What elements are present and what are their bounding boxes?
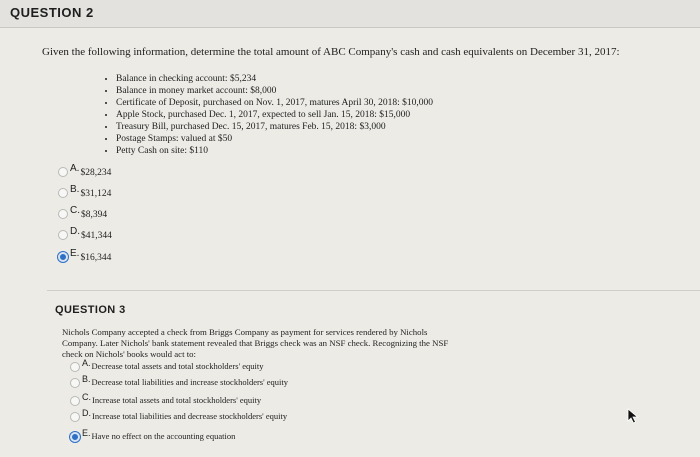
q3-option-b[interactable] xyxy=(70,374,288,388)
q2-option-a-letter: A. xyxy=(70,163,80,174)
question-3-prompt-line: Company. Later Nichols' bank statement revealed that Briggs check was an NSF check. Recognizing the NSF xyxy=(62,338,449,348)
q3-option-b-letter: B. xyxy=(82,374,91,384)
q2-option-b-letter: B. xyxy=(70,184,80,195)
q3-option-b-radio[interactable] xyxy=(70,378,80,388)
question-2-prompt: Given the following information, determine the total amount of ABC Company's cash and cash equivalents on December 31, 2017: xyxy=(42,46,620,58)
q3-option-c-letter: C. xyxy=(82,392,91,402)
list-item: • Certificate of Deposit, purchased on Nov. 1, 2017, matures April 30, 2018: $10,000 xyxy=(116,97,433,109)
q3-option-e-letter: E. xyxy=(82,428,91,438)
q2-option-b[interactable] xyxy=(58,184,111,202)
q2-option-c-value: $8,394 xyxy=(81,210,108,220)
list-item: • Petty Cash on site: $110 xyxy=(116,145,433,157)
q3-option-d-radio[interactable] xyxy=(70,412,80,422)
q3-option-b-text: Decrease total liabilities and increase stockholders' equity xyxy=(91,377,289,387)
q3-option-a[interactable] xyxy=(70,358,263,372)
list-item: • Balance in checking account: $5,234 xyxy=(116,73,433,85)
q3-option-a-letter: A. xyxy=(82,358,91,368)
q2-option-d-value: $41,344 xyxy=(81,231,112,241)
q2-option-d[interactable] xyxy=(58,226,112,244)
q2-option-c-radio[interactable] xyxy=(58,209,68,219)
q3-option-c-text: Increase total assets and total stockholders' equity xyxy=(92,395,262,405)
q3-option-e-text: Have no effect on the accounting equation xyxy=(91,431,236,441)
q3-option-d-letter: D. xyxy=(82,408,91,418)
q3-option-a-radio[interactable] xyxy=(70,362,80,372)
q2-option-e-letter: E. xyxy=(70,248,80,259)
question-3-prompt xyxy=(62,327,492,360)
q3-option-e-radio-selected[interactable] xyxy=(70,432,80,442)
q3-option-c[interactable] xyxy=(70,392,261,406)
question-3-prompt-line: check on Nichols' books would act to: xyxy=(62,349,197,359)
q2-option-e-radio-selected[interactable] xyxy=(58,252,68,262)
q2-option-c[interactable] xyxy=(58,205,107,223)
list-item: • Balance in money market account: $8,000 xyxy=(116,85,433,97)
list-item: • Apple Stock, purchased Dec. 1, 2017, expected to sell Jan. 15, 2018: $15,000 xyxy=(116,109,433,121)
q2-option-d-letter: D. xyxy=(70,226,80,237)
question-2-title: QUESTION 2 xyxy=(10,5,94,20)
q2-option-e[interactable] xyxy=(58,248,111,266)
question-3-prompt-line: Nichols Company accepted a check from Briggs Company as payment for services rendered by Nichols xyxy=(62,327,428,337)
question-3-title: QUESTION 3 xyxy=(55,304,126,316)
q2-option-b-value: $31,124 xyxy=(80,189,112,199)
q2-option-a-radio[interactable] xyxy=(58,167,68,177)
q2-option-c-letter: C. xyxy=(70,205,80,216)
question-divider xyxy=(47,290,700,291)
mouse-pointer-icon xyxy=(627,408,639,424)
q2-option-e-value: $16,344 xyxy=(80,253,112,263)
q3-option-d[interactable] xyxy=(70,408,287,422)
q2-option-b-radio[interactable] xyxy=(58,188,68,198)
q3-option-a-text: Decrease total assets and total stockholders' equity xyxy=(91,361,264,371)
question-2-bullet-list xyxy=(103,73,433,157)
q2-option-a-value: $28,234 xyxy=(80,168,112,178)
list-item: • Postage Stamps: valued at $50 xyxy=(116,133,433,145)
q3-option-e[interactable] xyxy=(70,428,235,442)
q2-option-d-radio[interactable] xyxy=(58,230,68,240)
list-item: • Treasury Bill, purchased Dec. 15, 2017, matures Feb. 15, 2018: $3,000 xyxy=(116,121,433,133)
question-2-header xyxy=(0,0,700,28)
q3-option-c-radio[interactable] xyxy=(70,396,80,406)
q2-option-a[interactable] xyxy=(58,163,111,181)
q3-option-d-text: Increase total liabilities and decrease stockholders' equity xyxy=(92,411,288,421)
